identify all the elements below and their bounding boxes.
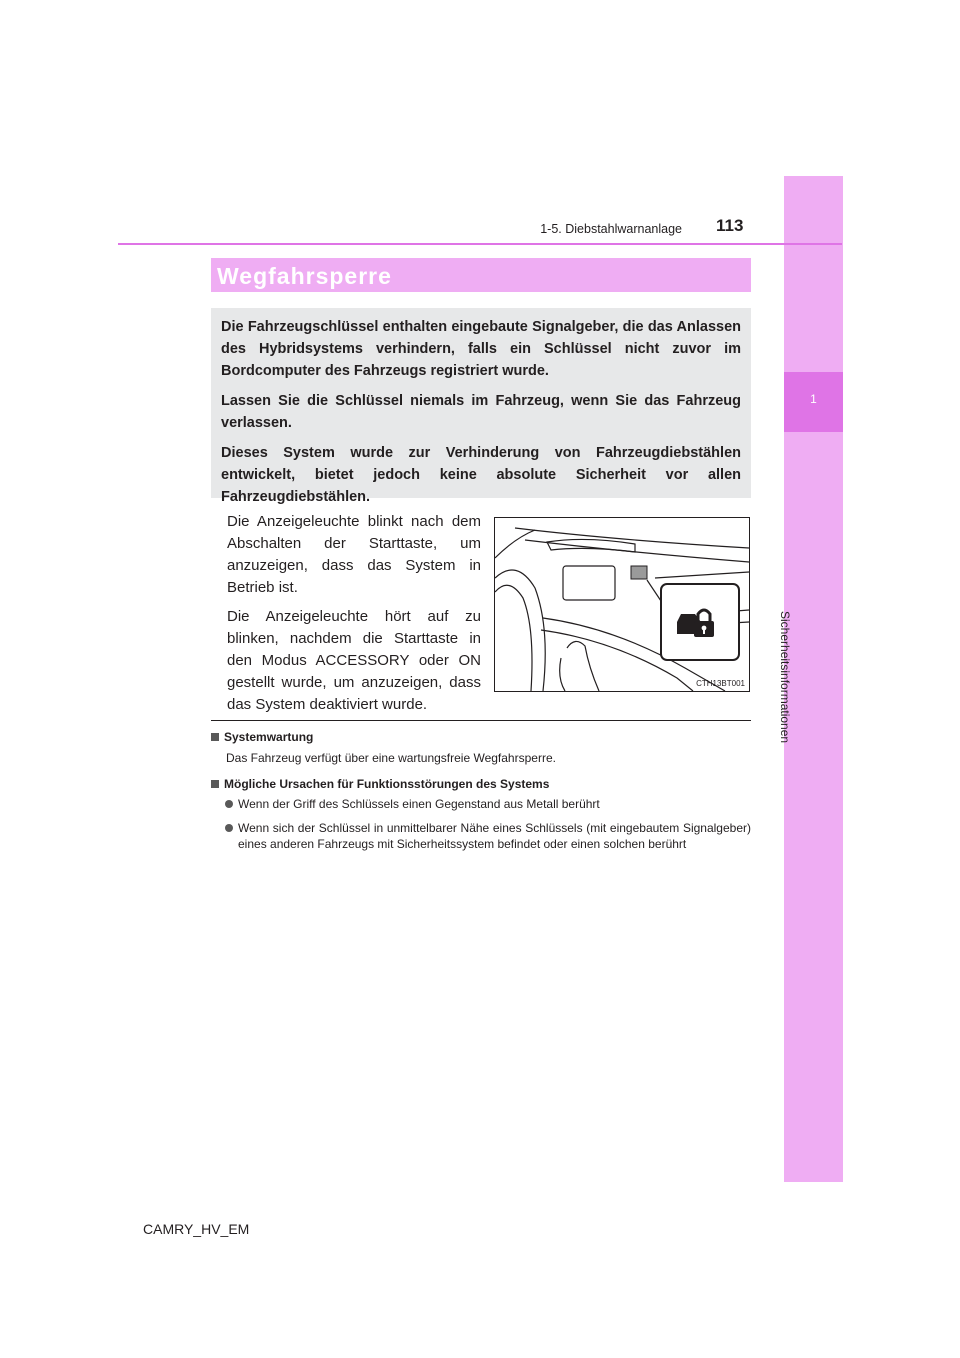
- page-title: Wegfahrsperre: [217, 263, 392, 289]
- body-text: [227, 511, 481, 723]
- chapter-number: 1: [810, 392, 817, 406]
- page-number: 113: [716, 216, 744, 235]
- illustration-code: CTH13BT001: [696, 679, 745, 688]
- section-title: 1-5. Diebstahlwarnanlage: [540, 222, 682, 236]
- chapter-title: Sicherheitsinformationen: [778, 611, 792, 744]
- note-heading: [211, 729, 751, 745]
- note-heading: [211, 776, 751, 792]
- chapter-number-box: [784, 372, 843, 432]
- dashboard-drawing: [495, 518, 749, 691]
- round-bullet-icon: [225, 800, 233, 808]
- square-bullet-icon: [211, 780, 219, 788]
- intro-paragraph: Lassen Sie die Schlüssel niemals im Fahrzeug, wenn Sie das Fahrzeug verlassen.: [221, 393, 741, 431]
- body-paragraph: Die Anzeigeleuchte hört auf zu blinken, nachdem die Starttaste in den Modus ACCESSORY oder ON gestellt wurde, um anzuzeigen, dass das System deaktiviert wurde.: [227, 608, 481, 713]
- dashboard-illustration: [494, 517, 750, 692]
- intro-paragraph: Dieses System wurde zur Verhinderung von Fahrzeugdiebstählen entwickelt, bietet jedoch keine absolute Sicherheit vor allen Fahrzeugdiebstählen.: [221, 445, 741, 505]
- intro-paragraph: Die Fahrzeugschlüssel enthalten eingebaute Signalgeber, die das Anlassen des Hybridsystems verhindern, falls ein Schlüssel nicht zuvor im Bordcomputer des Fahrzeugs registriert wurde.: [221, 319, 741, 379]
- list-item-text: Wenn sich der Schlüssel in unmittelbarer Nähe eines Schlüssels (mit eingebautem Signalgeber) eines anderen Fahrzeugs mit Sicherheitssystem befindet oder einen solchen berührt: [238, 821, 751, 851]
- body-paragraph: Die Anzeigeleuchte blinkt nach dem Abschalten der Starttaste, um anzuzeigen, dass das System in Betrieb ist.: [227, 513, 481, 596]
- note-text: Das Fahrzeug verfügt über eine wartungsfreie Wegfahrsperre.: [226, 751, 556, 765]
- notes-section: [211, 729, 751, 860]
- chapter-side-tab: [778, 176, 843, 1182]
- list-item: [211, 820, 751, 852]
- intro-box: [211, 308, 751, 505]
- footer-model-code: CAMRY_HV_EM: [143, 1221, 250, 1237]
- list-item-text: Wenn der Griff des Schlüssels einen Gegenstand aus Metall berührt: [238, 797, 600, 811]
- page-title-bar: [211, 258, 751, 292]
- square-bullet-icon: [211, 733, 219, 741]
- header-rule: [118, 243, 842, 245]
- note-heading-text: Systemwartung: [224, 730, 314, 744]
- note-heading-text: Mögliche Ursachen für Funktionsstörungen des Systems: [224, 777, 550, 791]
- section-divider: [211, 720, 751, 721]
- list-item: [211, 796, 751, 812]
- round-bullet-icon: [225, 824, 233, 832]
